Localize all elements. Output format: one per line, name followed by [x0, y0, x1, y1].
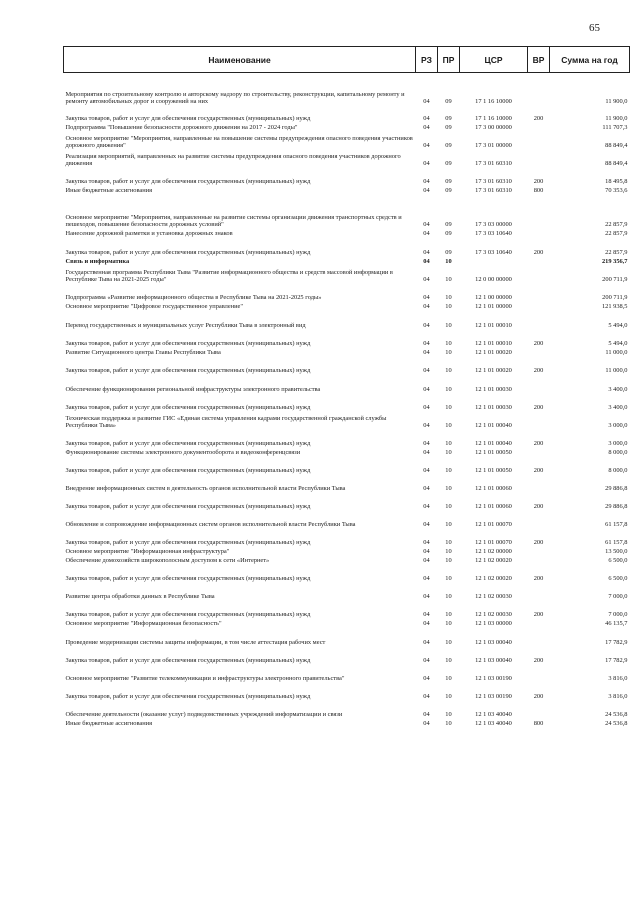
row-csr: 12 1 03 40040 [475, 711, 512, 718]
table-row [64, 73, 630, 106]
row-vr [528, 348, 550, 357]
table-row [64, 375, 630, 394]
row-csr: 17 3 00 00000 [475, 124, 512, 131]
row-sum: 29 886,8 [605, 503, 628, 510]
header-csr: ЦСР [460, 47, 528, 73]
budget-table [63, 46, 630, 728]
table-row [64, 238, 630, 257]
row-rz: 04 [423, 303, 430, 310]
row-rz: 04 [423, 98, 430, 105]
table-row [64, 123, 630, 132]
row-vr [528, 375, 550, 394]
row-name: Иные бюджетные ассигнования [65, 187, 153, 194]
row-csr: 12 1 02 00030 [475, 593, 512, 600]
row-rz: 04 [423, 340, 430, 347]
row-pr: 09 [445, 160, 452, 167]
row-rz: 04 [423, 639, 430, 646]
row-csr: 12 1 01 00060 [475, 503, 512, 510]
row-rz: 04 [423, 249, 430, 256]
row-rz: 04 [423, 548, 430, 555]
row-rz: 04 [423, 160, 430, 167]
row-pr: 10 [445, 449, 452, 456]
table-row [64, 150, 630, 168]
row-sum: 11 000,0 [605, 367, 628, 374]
row-pr: 09 [445, 98, 452, 105]
row-pr: 10 [445, 521, 452, 528]
row-sum: 88 849,4 [605, 160, 628, 167]
row-name: Мероприятия по строительному контролю и авторскому надзору по строительству, реконструкции, капитальному ремонту и ремонту автомобильных дорог и сооружений на них [65, 90, 405, 105]
row-rz: 04 [423, 422, 430, 429]
row-pr: 10 [445, 340, 452, 347]
row-name: Основное мероприятие "Цифровое государственное управление" [65, 303, 243, 310]
row-pr: 10 [445, 720, 452, 727]
row-sum: 70 353,6 [605, 187, 628, 194]
table-row [64, 493, 630, 511]
row-csr: 12 1 02 00020 [475, 575, 512, 582]
row-vr [528, 556, 550, 565]
row-name: Закупка товаров, работ и услуг для обеспечения государственных (муниципальных) нужд [65, 575, 311, 582]
row-sum: 5 494,0 [608, 322, 628, 329]
row-sum: 111 707,3 [602, 124, 628, 131]
row-rz: 04 [423, 675, 430, 682]
row-rz: 04 [423, 557, 430, 564]
row-pr: 09 [445, 249, 452, 256]
table-row [64, 330, 630, 348]
row-rz: 04 [423, 440, 430, 447]
row-csr: 12 1 02 00020 [475, 557, 512, 564]
row-pr: 10 [445, 611, 452, 618]
row-sum: 200 711,9 [602, 276, 628, 283]
row-vr: 200 [533, 657, 544, 664]
row-sum: 11 900,0 [605, 98, 628, 105]
row-vr [528, 229, 550, 238]
table-row [64, 229, 630, 238]
row-vr: 200 [533, 178, 544, 185]
row-pr: 09 [445, 142, 452, 149]
row-name: Развитие центра обработки данных в Республике Тыва [65, 593, 215, 600]
row-vr [528, 284, 550, 302]
row-sum: 121 938,5 [601, 303, 628, 310]
row-vr: 200 [533, 503, 544, 510]
row-name: Закупка товаров, работ и услуг для обеспечения государственных (муниципальных) нужд [65, 657, 311, 664]
page-number: 65 [589, 22, 600, 34]
row-name: Подпрограмма "Повышение безопасности дорожного движения на 2017 - 2024 годы" [65, 124, 298, 131]
row-csr: 12 1 01 00050 [475, 467, 512, 474]
row-name: Обеспечение домохозяйств широкополосным доступом к сети «Интернет» [65, 557, 270, 564]
row-sum: 17 782,9 [605, 639, 628, 646]
row-pr: 10 [445, 575, 452, 582]
row-csr: 17 3 01 60310 [475, 160, 512, 167]
row-csr: 12 1 03 40040 [475, 720, 512, 727]
table-row [64, 302, 630, 311]
row-vr [528, 511, 550, 529]
row-sum: 5 494,0 [608, 340, 628, 347]
row-pr: 10 [445, 711, 452, 718]
row-name: Проведение модернизации системы защиты информации, в том числе аттестация рабочих мест [65, 639, 326, 646]
row-name: Закупка товаров, работ и услуг для обеспечения государственных (муниципальных) нужд [65, 340, 311, 347]
row-csr: 17 3 01 60310 [475, 187, 512, 194]
row-sum: 46 135,7 [605, 620, 628, 627]
row-pr: 10 [445, 386, 452, 393]
table-row [64, 430, 630, 448]
row-csr: 17 1 16 10000 [475, 115, 512, 122]
row-sum: 8 000,0 [608, 467, 628, 474]
row-rz: 04 [423, 521, 430, 528]
row-vr: 200 [533, 440, 544, 447]
row-sum: 61 157,8 [605, 539, 628, 546]
row-csr: 12 1 01 00060 [475, 485, 512, 492]
row-pr: 10 [445, 367, 452, 374]
row-sum: 22 857,9 [605, 249, 628, 256]
row-name: Закупка товаров, работ и услуг для обеспечения государственных (муниципальных) нужд [65, 367, 311, 374]
row-vr [528, 302, 550, 311]
row-sum: 61 157,8 [605, 521, 628, 528]
row-pr: 10 [445, 258, 452, 265]
row-name: Закупка товаров, работ и услуг для обеспечения государственных (муниципальных) нужд [65, 503, 311, 510]
row-sum: 3 400,0 [608, 386, 628, 393]
row-rz: 04 [423, 142, 430, 149]
row-pr: 10 [445, 548, 452, 555]
row-vr [528, 619, 550, 628]
row-pr: 09 [445, 221, 452, 228]
row-vr [528, 266, 550, 284]
row-sum: 7 000,0 [608, 611, 628, 618]
row-name: Техническая поддержка и развитие ГИС «Единая система управления кадрами государственной гражданской службы Республики Тыва» [65, 414, 387, 429]
row-rz: 04 [423, 711, 430, 718]
row-csr: 12 0 00 00000 [475, 276, 512, 283]
row-rz: 04 [423, 221, 430, 228]
row-pr: 09 [445, 230, 452, 237]
table-row [64, 511, 630, 529]
row-pr: 10 [445, 467, 452, 474]
row-pr: 10 [445, 657, 452, 664]
table-row [64, 195, 630, 229]
row-csr: 17 3 01 60310 [475, 178, 512, 185]
row-vr [528, 412, 550, 430]
row-sum: 24 536,8 [605, 711, 628, 718]
header-rz: РЗ [416, 47, 438, 73]
row-rz: 04 [423, 720, 430, 727]
table-row [64, 412, 630, 430]
row-pr: 10 [445, 276, 452, 283]
row-vr: 200 [533, 249, 544, 256]
row-pr: 10 [445, 557, 452, 564]
row-rz: 04 [423, 258, 430, 265]
row-rz: 04 [423, 611, 430, 618]
row-vr [528, 257, 550, 266]
row-pr: 10 [445, 294, 452, 301]
row-pr: 09 [445, 187, 452, 194]
table-row [64, 284, 630, 302]
row-vr: 200 [533, 693, 544, 700]
table-row [64, 565, 630, 583]
row-name: Закупка товаров, работ и услуг для обеспечения государственных (муниципальных) нужд [65, 467, 311, 474]
row-sum: 6 500,0 [608, 557, 628, 564]
row-csr: 12 1 03 00040 [475, 657, 512, 664]
table-row [64, 719, 630, 728]
row-vr [528, 628, 550, 647]
row-vr: 200 [533, 340, 544, 347]
row-rz: 04 [423, 539, 430, 546]
table-row [64, 665, 630, 683]
table-row [64, 266, 630, 284]
row-rz: 04 [423, 294, 430, 301]
row-vr: 200 [533, 367, 544, 374]
row-pr: 10 [445, 693, 452, 700]
row-pr: 09 [445, 115, 452, 122]
row-name: Иные бюджетные ассигнования [65, 720, 153, 727]
table-row [64, 583, 630, 601]
table-row [64, 529, 630, 547]
table-row [64, 601, 630, 619]
table-row [64, 311, 630, 330]
header-sum: Сумма на год [550, 47, 630, 73]
row-sum: 13 500,0 [605, 548, 628, 555]
row-sum: 7 000,0 [608, 593, 628, 600]
table-row [64, 475, 630, 493]
row-vr [528, 195, 550, 229]
row-pr: 10 [445, 503, 452, 510]
row-name: Нанесение дорожной разметки и установка дорожных знаков [65, 230, 233, 237]
row-name: Обновление и сопровождение информационных систем органов исполнительной власти Республики Тыва [65, 521, 356, 528]
row-name: Закупка товаров, работ и услуг для обеспечения государственных (муниципальных) нужд [65, 440, 311, 447]
row-sum: 22 857,9 [605, 221, 628, 228]
row-csr: 17 3 03 10640 [475, 230, 512, 237]
table-row [64, 701, 630, 719]
row-sum: 3 816,0 [608, 675, 628, 682]
row-sum: 3 000,0 [608, 422, 628, 429]
row-csr: 17 3 03 00000 [475, 221, 512, 228]
row-vr: 800 [533, 720, 544, 727]
row-vr: 800 [533, 187, 544, 194]
row-csr: 12 1 01 00040 [475, 422, 512, 429]
header-pr: ПР [438, 47, 460, 73]
row-sum: 11 000,0 [605, 349, 628, 356]
row-rz: 04 [423, 349, 430, 356]
table-row [64, 132, 630, 150]
row-name: Функционирование системы электронного документооборота и видеоконференцсвязи [65, 449, 301, 456]
header-vr: ВР [528, 47, 550, 73]
row-sum: 200 711,9 [602, 294, 628, 301]
row-name: Основное мероприятие "Информационная инфраструктура" [65, 548, 230, 555]
row-rz: 04 [423, 187, 430, 194]
row-csr: 12 1 01 00030 [475, 386, 512, 393]
table-row [64, 394, 630, 412]
row-name: Закупка товаров, работ и услуг для обеспечения государственных (муниципальных) нужд [65, 115, 311, 122]
row-sum: 6 500,0 [608, 575, 628, 582]
row-csr: 12 1 03 00190 [475, 693, 512, 700]
row-sum: 3 400,0 [608, 404, 628, 411]
row-csr: 17 1 16 10000 [475, 98, 512, 105]
row-rz: 04 [423, 367, 430, 374]
row-sum: 219 356,7 [601, 258, 628, 265]
row-name: Обеспечение функционирования региональной инфраструктуры электронного правительства [65, 386, 321, 393]
row-name: Подпрограмма «Развитие информационного общества в Республике Тыва на 2021-2025 годы» [65, 294, 322, 301]
row-name: Закупка товаров, работ и услуг для обеспечения государственных (муниципальных) нужд [65, 249, 311, 256]
row-pr: 10 [445, 675, 452, 682]
row-rz: 04 [423, 115, 430, 122]
row-pr: 10 [445, 422, 452, 429]
row-vr [528, 132, 550, 150]
row-rz: 04 [423, 178, 430, 185]
row-pr: 10 [445, 539, 452, 546]
row-rz: 04 [423, 386, 430, 393]
row-sum: 11 900,0 [605, 115, 628, 122]
row-name: Закупка товаров, работ и услуг для обеспечения государственных (муниципальных) нужд [65, 178, 311, 185]
row-vr [528, 73, 550, 106]
row-pr: 09 [445, 124, 452, 131]
row-name: Основное мероприятие "Мероприятия, направленные на развитие системы организации движения транспортных средств и пешеходов, повышение безопасности дорожных условий" [65, 213, 402, 228]
row-csr: 12 1 01 00010 [475, 340, 512, 347]
row-vr [528, 448, 550, 457]
row-rz: 04 [423, 575, 430, 582]
table-row [64, 448, 630, 457]
row-pr: 10 [445, 440, 452, 447]
table-row [64, 348, 630, 357]
row-name: Реализация мероприятий, направленных на развитие системы предупреждения опасного поведения участников дорожного движения [65, 152, 401, 167]
row-name: Основное мероприятие "Мероприятия, направленные на повышение системы предупреждения опасного поведения участников дорожного движения" [65, 134, 413, 149]
table-row [64, 357, 630, 375]
row-rz: 04 [423, 503, 430, 510]
row-name: Основное мероприятие "Развитие телекоммуникации и инфраструктуры электронного правительства" [65, 675, 345, 682]
row-name: Обеспечение деятельности (оказание услуг) подведомственных учреждений информатизации и связи [65, 711, 343, 718]
row-csr: 12 1 02 00030 [475, 611, 512, 618]
row-rz: 04 [423, 404, 430, 411]
row-vr [528, 701, 550, 719]
row-vr: 200 [533, 611, 544, 618]
row-csr: 12 1 01 00010 [475, 322, 512, 329]
row-csr: 12 1 02 00000 [475, 548, 512, 555]
row-csr: 12 1 01 00070 [475, 539, 512, 546]
row-rz: 04 [423, 124, 430, 131]
row-name: Внедрение информационных систем в деятельность органов исполнительной власти Республики Тыва [65, 485, 346, 492]
row-name: Перевод государственных и муниципальных услуг Республики Тыва в электронный вид [65, 322, 306, 329]
row-vr [528, 475, 550, 493]
row-rz: 04 [423, 593, 430, 600]
row-rz: 04 [423, 693, 430, 700]
row-sum: 18 495,8 [605, 178, 628, 185]
row-vr: 200 [533, 467, 544, 474]
row-pr: 10 [445, 349, 452, 356]
row-csr [460, 257, 528, 266]
header-name: Наименование [64, 47, 416, 73]
row-pr: 10 [445, 485, 452, 492]
row-pr: 10 [445, 639, 452, 646]
row-name: Закупка товаров, работ и услуг для обеспечения государственных (муниципальных) нужд [65, 611, 311, 618]
row-csr: 17 3 03 10640 [475, 249, 512, 256]
row-pr: 09 [445, 178, 452, 185]
row-vr [528, 665, 550, 683]
row-pr: 10 [445, 620, 452, 627]
row-vr: 200 [533, 115, 544, 122]
row-rz: 04 [423, 230, 430, 237]
table-row [64, 556, 630, 565]
table-header [64, 47, 630, 73]
row-name: Развитие Ситуационного центра Главы Республики Тыва [65, 349, 221, 356]
row-vr [528, 311, 550, 330]
row-sum: 24 536,8 [605, 720, 628, 727]
row-vr [528, 547, 550, 556]
row-pr: 10 [445, 593, 452, 600]
row-vr: 200 [533, 404, 544, 411]
row-rz: 04 [423, 322, 430, 329]
row-rz: 04 [423, 485, 430, 492]
row-sum: 3 816,0 [608, 693, 628, 700]
row-pr: 10 [445, 404, 452, 411]
row-name: Связь и информатика [65, 258, 130, 265]
table-row [64, 547, 630, 556]
row-vr [528, 150, 550, 168]
row-csr: 12 1 00 00000 [475, 294, 512, 301]
row-rz: 04 [423, 657, 430, 664]
row-sum: 3 000,0 [608, 440, 628, 447]
row-rz: 04 [423, 620, 430, 627]
row-csr: 12 1 01 00000 [475, 303, 512, 310]
row-rz: 04 [423, 467, 430, 474]
row-rz: 04 [423, 449, 430, 456]
table-row [64, 168, 630, 186]
row-name: Государственная программа Республики Тыва "Развитие информационного общества и средств массовой информации в Республике Тыва на 2021-2025 годы" [65, 268, 393, 283]
table-row [64, 106, 630, 123]
row-rz: 04 [423, 276, 430, 283]
row-csr: 12 1 01 00030 [475, 404, 512, 411]
row-pr: 10 [445, 322, 452, 329]
row-name: Закупка товаров, работ и услуг для обеспечения государственных (муниципальных) нужд [65, 404, 311, 411]
table-row [64, 257, 630, 266]
row-csr: 12 1 03 00190 [475, 675, 512, 682]
row-csr: 12 1 01 00070 [475, 521, 512, 528]
row-sum: 22 857,9 [605, 230, 628, 237]
table-body [64, 73, 630, 728]
row-vr [528, 583, 550, 601]
row-pr: 10 [445, 303, 452, 310]
row-csr: 12 1 01 00020 [475, 349, 512, 356]
table-row [64, 683, 630, 701]
row-sum: 88 849,4 [605, 142, 628, 149]
row-name: Закупка товаров, работ и услуг для обеспечения государственных (муниципальных) нужд [65, 693, 311, 700]
row-csr: 12 1 01 00020 [475, 367, 512, 374]
table-row [64, 457, 630, 475]
row-csr: 17 3 01 00000 [475, 142, 512, 149]
row-csr: 12 1 03 00040 [475, 639, 512, 646]
row-sum: 29 886,8 [605, 485, 628, 492]
row-vr: 200 [533, 539, 544, 546]
row-csr: 12 1 03 00000 [475, 620, 512, 627]
table-row [64, 647, 630, 665]
row-vr [528, 123, 550, 132]
row-name: Закупка товаров, работ и услуг для обеспечения государственных (муниципальных) нужд [65, 539, 311, 546]
row-csr: 12 1 01 00040 [475, 440, 512, 447]
table-row [64, 628, 630, 647]
table-row [64, 619, 630, 628]
table-row [64, 186, 630, 195]
row-sum: 8 000,0 [608, 449, 628, 456]
row-name: Основное мероприятие "Информационная безопасность" [65, 620, 222, 627]
row-csr: 12 1 01 00050 [475, 449, 512, 456]
row-vr: 200 [533, 575, 544, 582]
row-sum: 17 782,9 [605, 657, 628, 664]
